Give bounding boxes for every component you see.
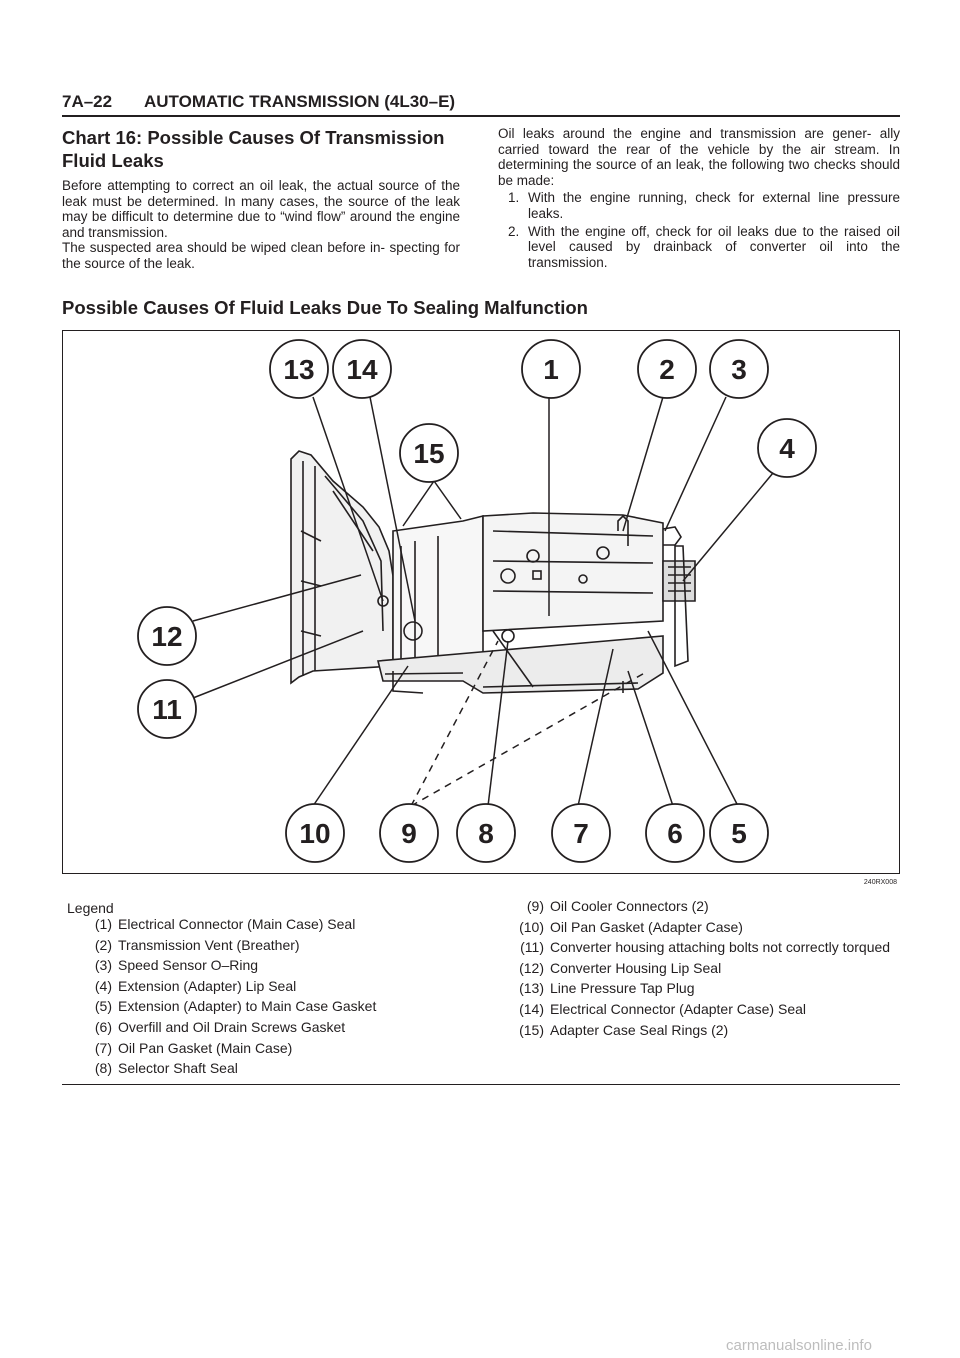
svg-text:8: 8 [478,818,494,849]
manual-section-title: AUTOMATIC TRANSMISSION (4L30–E) [144,92,456,111]
legend-item: (8) Selector Shaft Seal [94,1060,238,1077]
callout-13 [270,340,328,398]
section-heading: Possible Causes Of Fluid Leaks Due To Sealing Malfunction [62,297,588,318]
legend-right-column [494,898,894,1042]
page-number: 7A–22 [62,92,113,111]
callout-4 [758,419,816,477]
intro-paragraph-1: Before attempting to correct an oil leak, the actual source of the leak must be determined. In many cases, the source of the leak may be difficult to determine due to “wind flow” around the engine and transmission. [62,178,460,240]
svg-text:6: 6 [667,818,683,849]
legend-item: (14) Electrical Connector (Adapter Case) Seal [519,1000,807,1017]
header-rule [62,115,900,117]
left-column [62,126,460,272]
transmission-drawing [291,451,695,693]
svg-text:3: 3 [731,354,747,385]
legend-heading: Legend [67,900,114,916]
legend-item: (2) Transmission Vent (Breather) [94,936,300,953]
callout-10 [286,804,344,862]
legend-left-column [62,916,482,1081]
svg-text:11: 11 [152,694,182,725]
svg-text:12: 12 [151,621,183,652]
callout-6 [646,804,704,862]
legend-item: (3) Speed Sensor O–Ring [94,957,259,974]
bottom-rule [62,1084,900,1085]
check-item: 1. With the engine running, check for external line pressure leaks. [508,190,900,221]
svg-text:1: 1 [543,354,559,385]
watermark: carmanualsonline.info [726,1337,872,1354]
legend-item: (6) Overfill and Oil Drain Screws Gasket [94,1018,346,1035]
legend-item: (5) Extension (Adapter) to Main Case Gasket [94,998,377,1015]
legend-item: (1) Electrical Connector (Main Case) Seal [94,916,356,932]
svg-text:13: 13 [283,354,315,385]
svg-text:14: 14 [346,354,378,385]
callout-1 [522,340,580,398]
page-header [62,92,456,112]
check-list [498,190,900,270]
check-item: 2. With the engine off, check for oil leaks due to the raised oil level caused by drainback of converter oil into the transmission. [508,223,900,270]
airflow-paragraph: Oil leaks around the engine and transmission are gener- ally carried toward the rear of the vehicle by the air stream. In determining the source of an leak, the following two checks should be made: [498,126,900,188]
callout-8 [457,804,515,862]
legend-item: (12) Converter Housing Lip Seal [519,959,722,976]
legend-item: (10) Oil Pan Gasket (Adapter Case) [519,918,743,935]
svg-text:4: 4 [779,433,795,464]
callout-12 [138,607,196,665]
figure-id: 240RX008 [863,879,897,886]
svg-text:7: 7 [573,818,589,849]
svg-text:5: 5 [731,818,747,849]
right-column [498,126,900,272]
svg-text:10: 10 [299,818,331,849]
callout-11 [138,680,196,738]
transmission-illustration [63,331,899,873]
intro-paragraph-2: The suspected area should be wiped clean before in- specting for the source of the leak. [62,240,460,271]
transmission-figure [62,330,900,886]
svg-text:9: 9 [401,818,417,849]
legend-item: (13) Line Pressure Tap Plug [519,980,695,997]
svg-text:15: 15 [413,438,445,469]
callout-14 [333,340,391,398]
legend-item: (15) Adapter Case Seal Rings (2) [519,1021,729,1038]
callout-7 [552,804,610,862]
callout-2 [638,340,696,398]
callout-9 [380,804,438,862]
legend-item: (7) Oil Pan Gasket (Main Case) [94,1039,293,1056]
legend-item: (9) Oil Cooler Connectors (2) [526,898,709,914]
svg-text:2: 2 [659,354,675,385]
callout-15 [400,424,458,482]
chart-heading: Chart 16: Possible Causes Of Transmission Fluid Leaks [62,127,445,171]
legend-item: (11) Converter housing attaching bolts not correctly torqued [520,939,891,956]
callout-5 [710,804,768,862]
callout-3 [710,340,768,398]
legend-item: (4) Extension (Adapter) Lip Seal [94,977,297,994]
